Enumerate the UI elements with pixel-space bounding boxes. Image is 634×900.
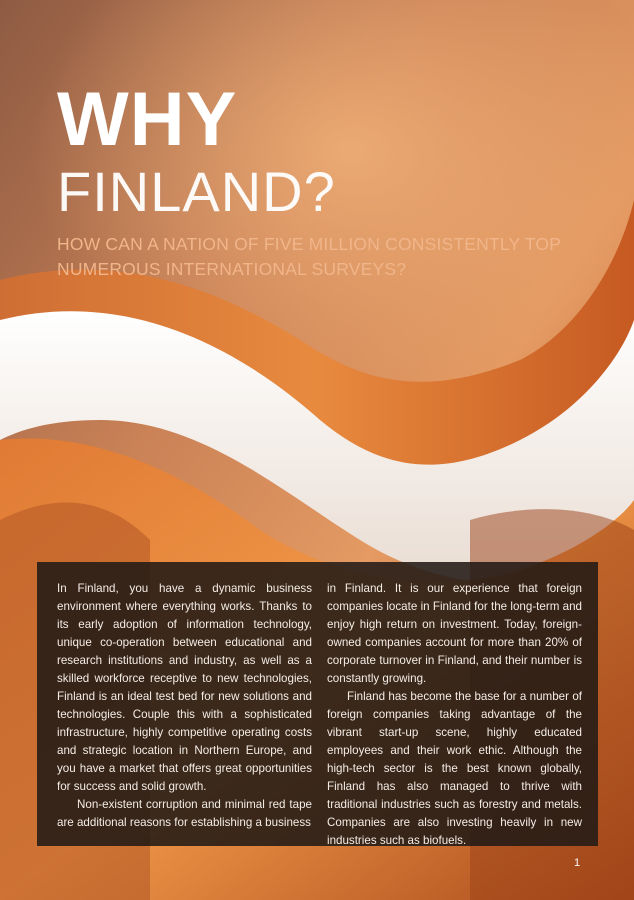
subtitle: HOW CAN A NATION OF FIVE MILLION CONSISTENTLY TOP NUMEROUS INTERNATIONAL SURVEYS? xyxy=(57,234,561,279)
paragraph: in Finland. It is our experience that foreign companies locate in Finland for the long-term and enjoy high return on investment. Today, foreign-owned companies account for more than 20% of corporate turnover in Finland, and their number is constantly growing. xyxy=(327,582,582,685)
page-number: 1 xyxy=(574,857,581,869)
paragraph: In Finland, you have a dynamic business environment where everything works. Thanks to its early adoption of information technology, unique co-operation between educational and research institutions and industry, as well as a skilled workforce receptive to new technologies, Finland is an ideal test bed for new solutions and technologies. Couple this with a sophisticated infrastructure, highly competitive operating costs and strategic location in Northern Europe, and you have a market that offers great opportunities for success and solid growth. xyxy=(57,582,312,793)
text-panel xyxy=(37,562,598,846)
page-title xyxy=(57,77,336,223)
paragraph: Non-existent corruption and minimal red tape are additional reasons for establishing a business xyxy=(57,798,312,829)
paragraph: Finland has become the base for a number of foreign companies taking advantage of the vibrant start-up scene, highly educated employees and their work ethic. Although the high-tech sector is the best known globally, Finland has also managed to thrive with traditional industries such as forestry and metals. Companies are also investing heavily in new industries such as biofuels. xyxy=(327,690,582,847)
text-column-right xyxy=(327,580,582,850)
text-column-left xyxy=(57,580,312,832)
title-bold: WHY xyxy=(57,77,238,162)
title-light: FINLAND? xyxy=(57,160,336,223)
